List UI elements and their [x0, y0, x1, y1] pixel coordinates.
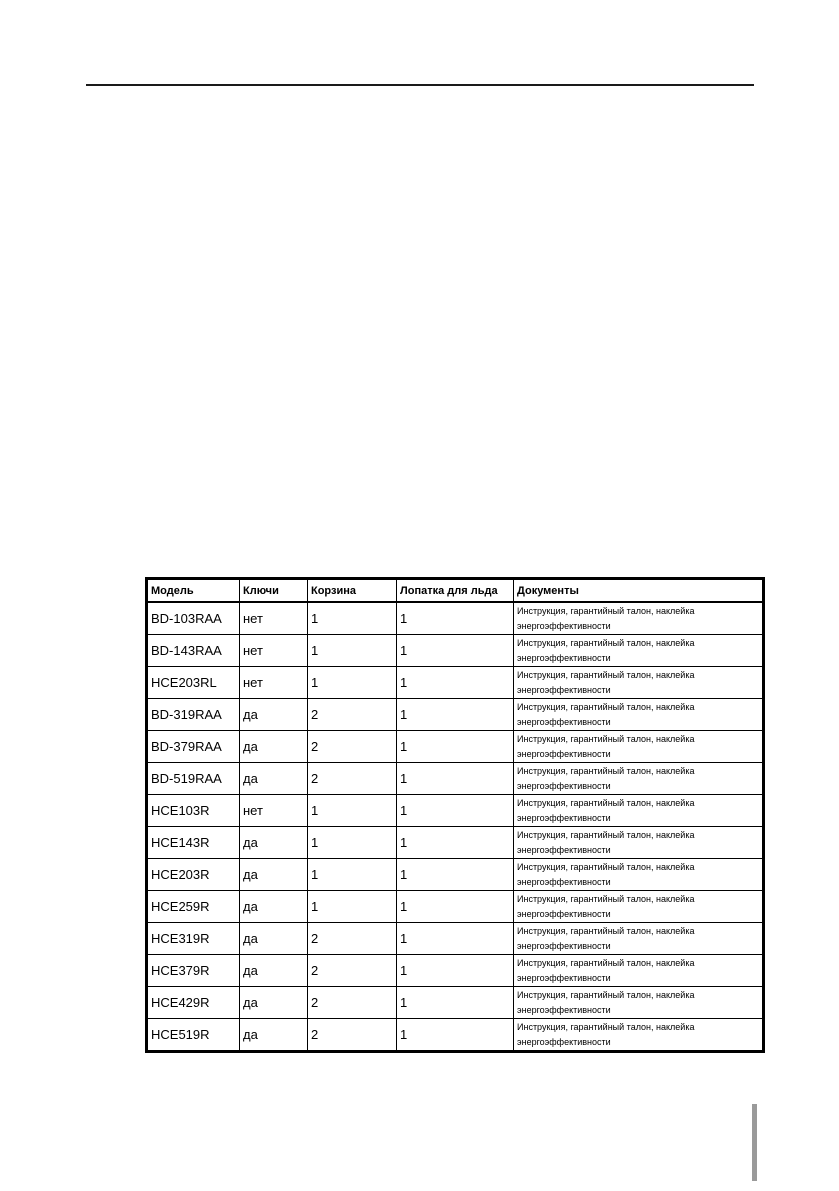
cell-model: HCE203R [147, 859, 240, 891]
cell-basket: 2 [308, 987, 397, 1019]
cell-documents: Инструкция, гарантийный талон, наклейка энергоэффективности [514, 891, 764, 923]
table-row [147, 795, 764, 827]
table-row [147, 1019, 764, 1052]
cell-keys: да [240, 827, 308, 859]
cell-documents: Инструкция, гарантийный талон, наклейка энергоэффективности [514, 987, 764, 1019]
cell-model: HCE103R [147, 795, 240, 827]
cell-keys: нет [240, 667, 308, 699]
cell-basket: 1 [308, 859, 397, 891]
cell-basket: 1 [308, 891, 397, 923]
header-basket: Корзина [308, 579, 397, 603]
cell-documents: Инструкция, гарантийный талон, наклейка энергоэффективности [514, 635, 764, 667]
cell-keys: да [240, 699, 308, 731]
cell-basket: 1 [308, 667, 397, 699]
cell-model: HCE319R [147, 923, 240, 955]
cell-ice-shovel: 1 [397, 667, 514, 699]
table-row [147, 667, 764, 699]
cell-documents: Инструкция, гарантийный талон, наклейка энергоэффективности [514, 955, 764, 987]
cell-documents: Инструкция, гарантийный талон, наклейка энергоэффективности [514, 763, 764, 795]
cell-model: HCE203RL [147, 667, 240, 699]
cell-basket: 1 [308, 827, 397, 859]
cell-keys: да [240, 987, 308, 1019]
table-row [147, 602, 764, 635]
cell-model: BD-379RAA [147, 731, 240, 763]
cell-keys: да [240, 891, 308, 923]
accessories-table-container [145, 577, 762, 1053]
cell-ice-shovel: 1 [397, 635, 514, 667]
cell-ice-shovel: 1 [397, 795, 514, 827]
header-documents: Документы [514, 579, 764, 603]
cell-documents: Инструкция, гарантийный талон, наклейка энергоэффективности [514, 1019, 764, 1052]
cell-keys: да [240, 923, 308, 955]
cell-model: HCE259R [147, 891, 240, 923]
cell-model: BD-319RAA [147, 699, 240, 731]
cell-ice-shovel: 1 [397, 955, 514, 987]
cell-ice-shovel: 1 [397, 923, 514, 955]
table-row [147, 859, 764, 891]
table-row [147, 635, 764, 667]
table-row [147, 731, 764, 763]
cell-basket: 1 [308, 795, 397, 827]
cell-ice-shovel: 1 [397, 987, 514, 1019]
cell-keys: да [240, 1019, 308, 1052]
cell-documents: Инструкция, гарантийный талон, наклейка энергоэффективности [514, 923, 764, 955]
cell-ice-shovel: 1 [397, 859, 514, 891]
table-row [147, 763, 764, 795]
cell-keys: да [240, 731, 308, 763]
header-ice-shovel: Лопатка для льда [397, 579, 514, 603]
cell-basket: 2 [308, 731, 397, 763]
cell-keys: нет [240, 602, 308, 635]
cell-documents: Инструкция, гарантийный талон, наклейка энергоэффективности [514, 859, 764, 891]
table-row [147, 955, 764, 987]
cell-keys: да [240, 763, 308, 795]
table-row [147, 987, 764, 1019]
cell-basket: 2 [308, 1019, 397, 1052]
cell-ice-shovel: 1 [397, 699, 514, 731]
cell-basket: 1 [308, 635, 397, 667]
cell-model: BD-103RAA [147, 602, 240, 635]
cell-ice-shovel: 1 [397, 891, 514, 923]
cell-keys: нет [240, 635, 308, 667]
cell-ice-shovel: 1 [397, 1019, 514, 1052]
table-row [147, 923, 764, 955]
table-row [147, 827, 764, 859]
cell-ice-shovel: 1 [397, 602, 514, 635]
cell-basket: 1 [308, 602, 397, 635]
table-row [147, 699, 764, 731]
header-model: Модель [147, 579, 240, 603]
table-row [147, 891, 764, 923]
cell-documents: Инструкция, гарантийный талон, наклейка энергоэффективности [514, 731, 764, 763]
cell-basket: 2 [308, 923, 397, 955]
cell-model: HCE429R [147, 987, 240, 1019]
header-rule [86, 84, 754, 86]
cell-model: HCE379R [147, 955, 240, 987]
cell-model: HCE143R [147, 827, 240, 859]
cell-documents: Инструкция, гарантийный талон, наклейка энергоэффективности [514, 602, 764, 635]
cell-model: BD-143RAA [147, 635, 240, 667]
cell-model: HCE519R [147, 1019, 240, 1052]
table-body [147, 602, 764, 1052]
header-keys: Ключи [240, 579, 308, 603]
cell-documents: Инструкция, гарантийный талон, наклейка энергоэффективности [514, 667, 764, 699]
cell-ice-shovel: 1 [397, 827, 514, 859]
cell-keys: нет [240, 795, 308, 827]
table-header-row [147, 579, 764, 603]
accessories-table [145, 577, 765, 1053]
page-edge-marker [752, 1104, 757, 1181]
cell-ice-shovel: 1 [397, 731, 514, 763]
cell-ice-shovel: 1 [397, 763, 514, 795]
cell-documents: Инструкция, гарантийный талон, наклейка энергоэффективности [514, 827, 764, 859]
cell-basket: 2 [308, 763, 397, 795]
cell-keys: да [240, 859, 308, 891]
cell-keys: да [240, 955, 308, 987]
cell-documents: Инструкция, гарантийный талон, наклейка энергоэффективности [514, 699, 764, 731]
cell-model: BD-519RAA [147, 763, 240, 795]
cell-documents: Инструкция, гарантийный талон, наклейка энергоэффективности [514, 795, 764, 827]
cell-basket: 2 [308, 699, 397, 731]
cell-basket: 2 [308, 955, 397, 987]
